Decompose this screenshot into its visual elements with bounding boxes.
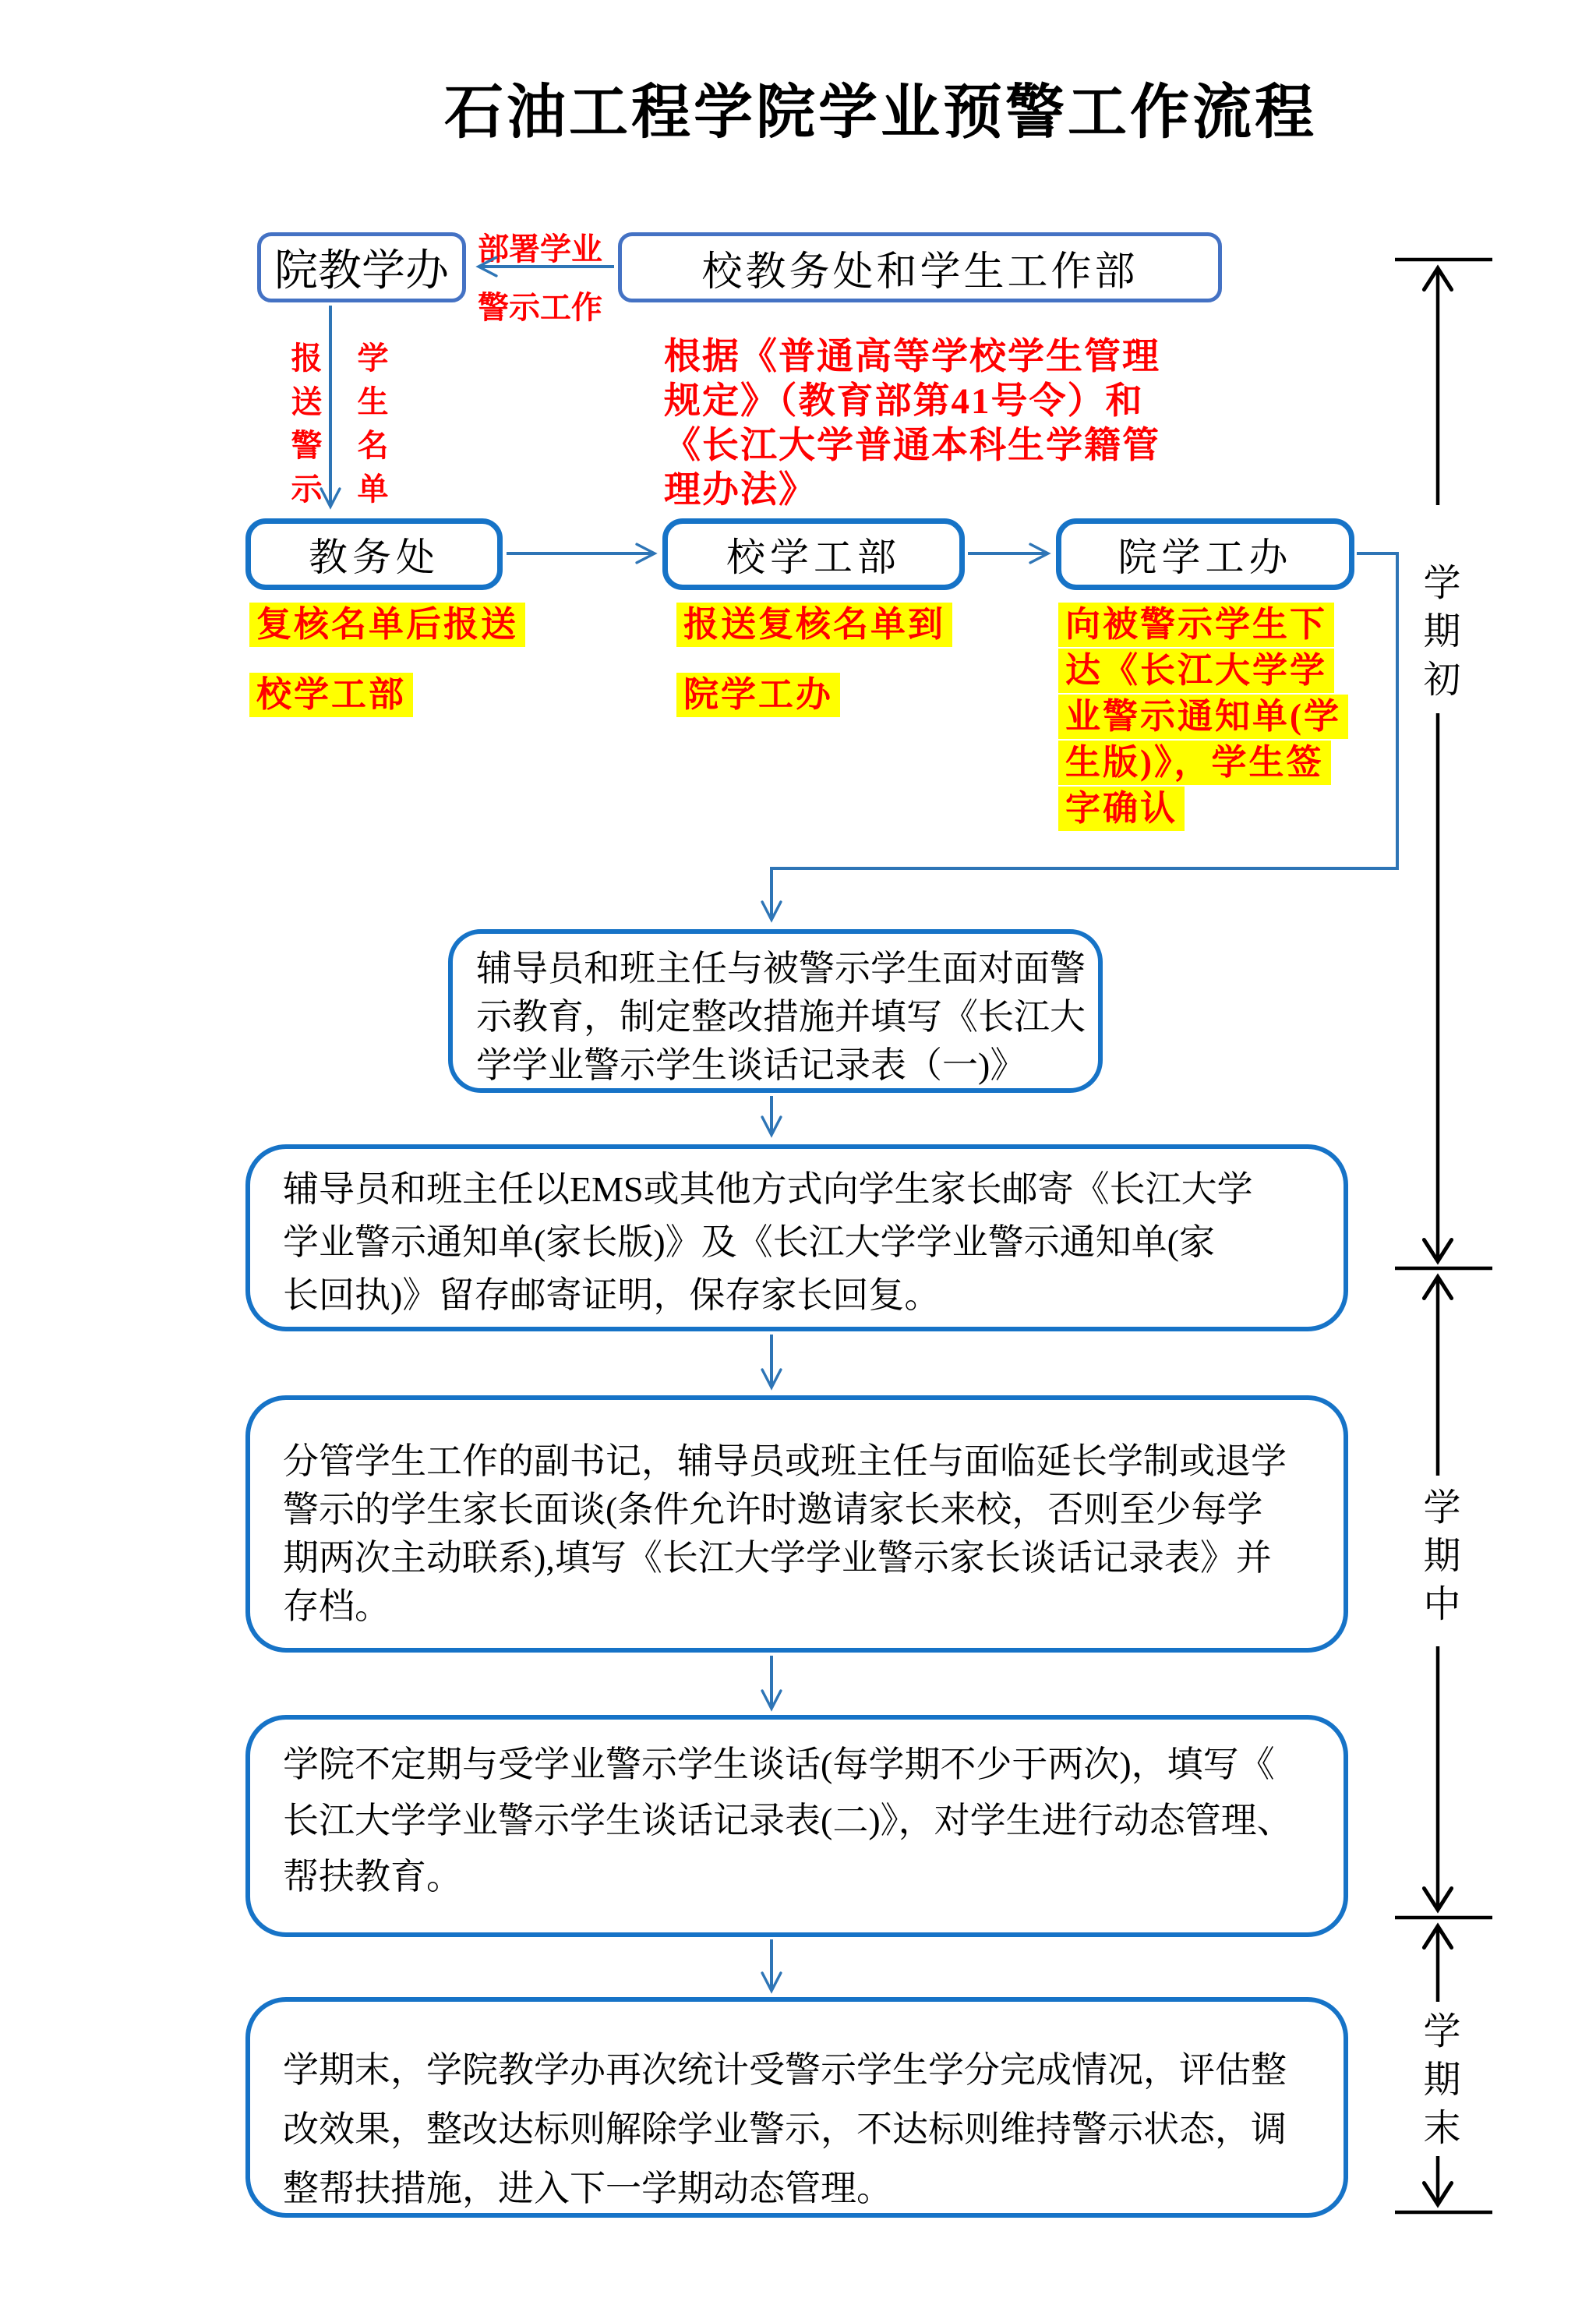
- regulation-basis-line: 根据《普通高等学校学生管理: [664, 337, 1160, 377]
- process-box-line: 警示的学生家长面谈(条件允许时邀请家长来校，否则至少每学: [283, 1490, 1263, 1529]
- report-arrow-label-right: 学生名单: [353, 341, 388, 516]
- node-academic-affairs-office: [245, 518, 503, 590]
- highlight-line: 院学工办: [676, 673, 840, 717]
- process-box-face-to-face-warning: [448, 929, 1103, 1093]
- process-box-line: 分管学生工作的副书记，辅导员或班主任与面临延长学制或退学: [283, 1441, 1287, 1481]
- process-box-line: 长回执)》留存邮寄证明，保存家长回复。: [283, 1275, 941, 1315]
- highlight-line: 校学工部: [249, 673, 413, 717]
- node-school-academic-and-student-dept: [618, 232, 1222, 302]
- process-box-line: 学期末，学院教学办再次统计受警示学生学分完成情况，评估整: [283, 2050, 1287, 2090]
- node-school-student-affairs-dept-label: 校学工部: [726, 536, 901, 579]
- highlight-line: 复核名单后报送: [249, 603, 525, 647]
- process-box-line: 整帮扶措施，进入下一学期动态管理。: [283, 2169, 892, 2208]
- process-box-line: 辅导员和班主任以EMS或其他方式向学生家长邮寄《长江大学: [283, 1169, 1253, 1209]
- note-school-student-affairs: [676, 603, 952, 717]
- note-gap: [676, 647, 952, 673]
- node-academic-affairs-office-label: 教务处: [309, 536, 440, 579]
- node-college-teaching-office-label: 院教学办: [274, 247, 449, 295]
- process-box-periodic-talks: [245, 1715, 1348, 1937]
- node-college-student-affairs-office-label: 院学工办: [1118, 536, 1293, 579]
- process-box-line: 长江大学学业警示学生谈话记录表(二)》，对学生进行动态管理、: [283, 1801, 1293, 1840]
- node-college-student-affairs-office: [1056, 518, 1354, 590]
- note-gap: [249, 647, 525, 673]
- regulation-basis-note: [664, 335, 1160, 513]
- process-box-line: 期两次主动联系),填写《长江大学学业警示家长谈话记录表》并: [283, 1538, 1272, 1578]
- process-box-mail-parents: [245, 1144, 1348, 1331]
- regulation-basis-line: 理办法》: [664, 470, 817, 511]
- highlight-line: 生版)》，学生签: [1058, 741, 1331, 785]
- highlight-line: 向被警示学生下: [1058, 603, 1334, 647]
- process-box-line: 示教育，制定整改措施并填写《长江大: [476, 997, 1086, 1037]
- report-arrow-label-left: 报送警示: [287, 341, 322, 516]
- node-school-academic-and-student-dept-label: 校教务处和学生工作部: [701, 249, 1139, 295]
- process-box-line: 帮扶教育。: [283, 1857, 462, 1897]
- process-box-line: 辅导员和班主任与被警示学生面对面警: [476, 949, 1086, 988]
- process-box-line: 存档。: [283, 1586, 390, 1626]
- deploy-arrow-label-bottom: 警示工作: [478, 290, 602, 325]
- page-title: 石油工程学院学业预警工作流程: [444, 80, 1317, 146]
- regulation-basis-line: 规定》（教育部第41号令）和: [664, 381, 1144, 422]
- process-box-line: 学业警示通知单(家长版)》及《长江大学学业警示通知单(家: [283, 1222, 1215, 1262]
- highlight-line: 业警示通知单(学: [1058, 695, 1348, 739]
- process-box-line: 学院不定期与受学业警示学生谈话(每学期不少于两次)，填写《: [283, 1745, 1275, 1784]
- process-box-line: 改效果，整改达标则解除学业警示，不达标则维持警示状态，调: [283, 2109, 1287, 2149]
- regulation-basis-line: 《长江大学普通本科生学籍管: [664, 426, 1160, 466]
- process-box-parent-interview: [245, 1395, 1348, 1653]
- timeline-label-semester-middle: 学期中: [1418, 1487, 1459, 1632]
- note-college-student-affairs: [1058, 603, 1348, 833]
- highlight-line: 达《长江大学学: [1058, 649, 1334, 693]
- timeline-label-semester-start: 学期初: [1418, 563, 1459, 708]
- highlight-line: 字确认: [1058, 787, 1185, 831]
- timeline-label-semester-end: 学期末: [1418, 2011, 1459, 2156]
- highlight-line: 报送复核名单到: [676, 603, 952, 647]
- process-box-semester-end-review: [245, 1997, 1348, 2218]
- deploy-arrow-label-top: 部署学业: [478, 232, 602, 267]
- node-college-teaching-office: [257, 232, 466, 302]
- process-box-line: 学学业警示学生谈话记录表（一)》: [476, 1045, 1026, 1085]
- node-school-student-affairs-dept: [662, 518, 965, 590]
- note-academic-affairs: [249, 603, 525, 717]
